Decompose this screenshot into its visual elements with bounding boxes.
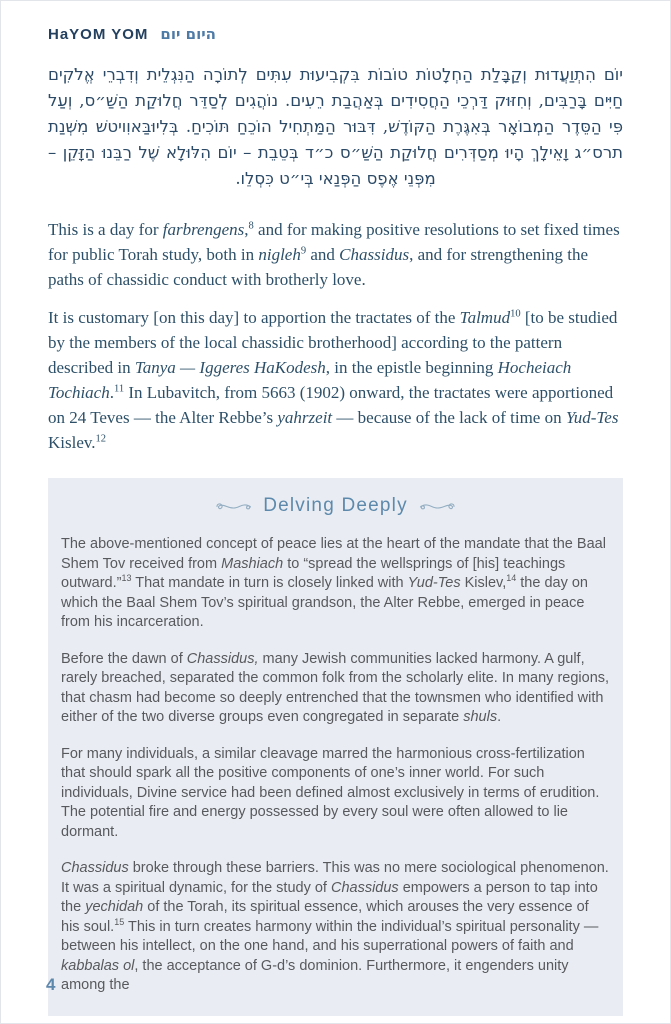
delving-paragraph-gulf: Before the dawn of Chassidus, many Jewish communities lacked harmony. A gulf, rarely breached, separated the common folk from the scholarly elite. In many regions, that chasm had become so deeply entrenched that the townsmen who identified with either of the two diverse groups even congregated in separate shuls.	[61, 650, 610, 725]
book-title-latin: HaYOM YOM	[48, 26, 149, 43]
flourish-right-icon	[419, 500, 456, 513]
delving-deeply-box	[48, 478, 623, 1016]
paragraph-tractates: It is customary [on this day] to apportion the tractates of the Talmud$^{10}$ [to be studied by the members of the local chassidic brotherhood] according to the pattern described in Tanya — Iggeres HaKodesh, in the epistle beginning Hocheiach Tochiach.$^{11}$ In Lubavitch, from 5663 (1902) onward, the tractates were apportioned on 24 Teves — the Alter Rebbe’s yahrzeit — because of the lack of time on Yud-Tes Kislev.$^{12}$	[48, 308, 619, 452]
hebrew-passage: יוֹם הִתְוַעֲדוּת וְקַבָּלַת הַחְלָטוֹת טוֹבוֹת בִּקְבִיעוּת עִתִּים לְתוֹרָה הַנִּגְלֵית וְדִבְרֵי אֱלֹקִים חַיִּים בָּרַבִּים, וְחִזּוּק דַּרְכֵי הַחֲסִידִים בְּאַהֲבַת רֵעִים. נוֹהֲגִים לְסַדֵּר חֲלוּקַת הַשַּׁ״ס, וְעַל פִּי הַסֵּדֶר הַמְבוֹאָר בְּאִגֶּרֶת הַקּוֹדֶשׁ, דִּבּוּר הַמַּתְחִיל הוֹכֵחַ תּוֹכִיחַ. בְּלִיוּבַּאוִויטשׁ מִשְּׁנַת תרס״ג וָאֵילָךְ הָיוּ מְסַדְּרִים חֲלוּקַת הַשַּׁ״ס כ״ד בְּטֵבֵת – יוֹם הִלּוּלָא שֶׁל רַבֵּנוּ הַזָּקֵן – מִפְּנֵי אֶפֶס הַפְּנַאי בְּי״ט כִּסְלֵו.	[48, 65, 623, 188]
page-header	[48, 25, 623, 43]
book-title-hebrew: היום יום	[160, 25, 216, 43]
page-number: 4	[46, 975, 56, 994]
main-translation-text	[48, 217, 623, 455]
delving-deeply-title: Delving Deeply	[263, 495, 408, 516]
paragraph-farbrengens: This is a day for farbrengens,$^8$ and for making positive resolutions to set fixed times for public Torah study, both in nigleh$^9$ and Chassidus, and for strengthening the paths of chassidic conduct with brotherly love.	[48, 220, 620, 289]
delving-paragraph-mandate: The above-mentioned concept of peace lies at the heart of the mandate that the Baal Shem Tov received from Mashiach to “spread the wellsprings of [his] teachings outward.”$^{13}$ That mandate in turn is closely linked with Yud-Tes Kislev,$^{14}$ the day on which the Baal Shem Tov’s spiritual grandson, the Alter Rebbe, emerged in peace from his incarceration.	[61, 536, 606, 630]
delving-paragraph-cleavage: For many individuals, a similar cleavage marred the harmonious cross-fertilization that should spark all the positive components of one’s inner world. For such individuals, Divine service had been defined almost exclusively in terms of erudition. The potential fire and energy possessed by every soul were often allowed to lie dormant.	[61, 745, 600, 840]
delving-deeply-heading	[61, 495, 610, 517]
flourish-left-icon	[215, 500, 252, 513]
delving-paragraph-barriers: Chassidus broke through these barriers. This was no mere sociological phenomenon. It was a spiritual dynamic, for the study of Chassidus empowers a person to tap into the yechidah of the Torah, its spiritual essence, which arouses the very essence of his soul.$^{15}$ This in turn creates harmony within the individual’s spiritual personality — between his intellect, on the one hand, and his superrational powers of faith and kabbalas ol, the acceptance of G-d’s dominion. Furthermore, it engenders unity among the	[61, 860, 609, 993]
